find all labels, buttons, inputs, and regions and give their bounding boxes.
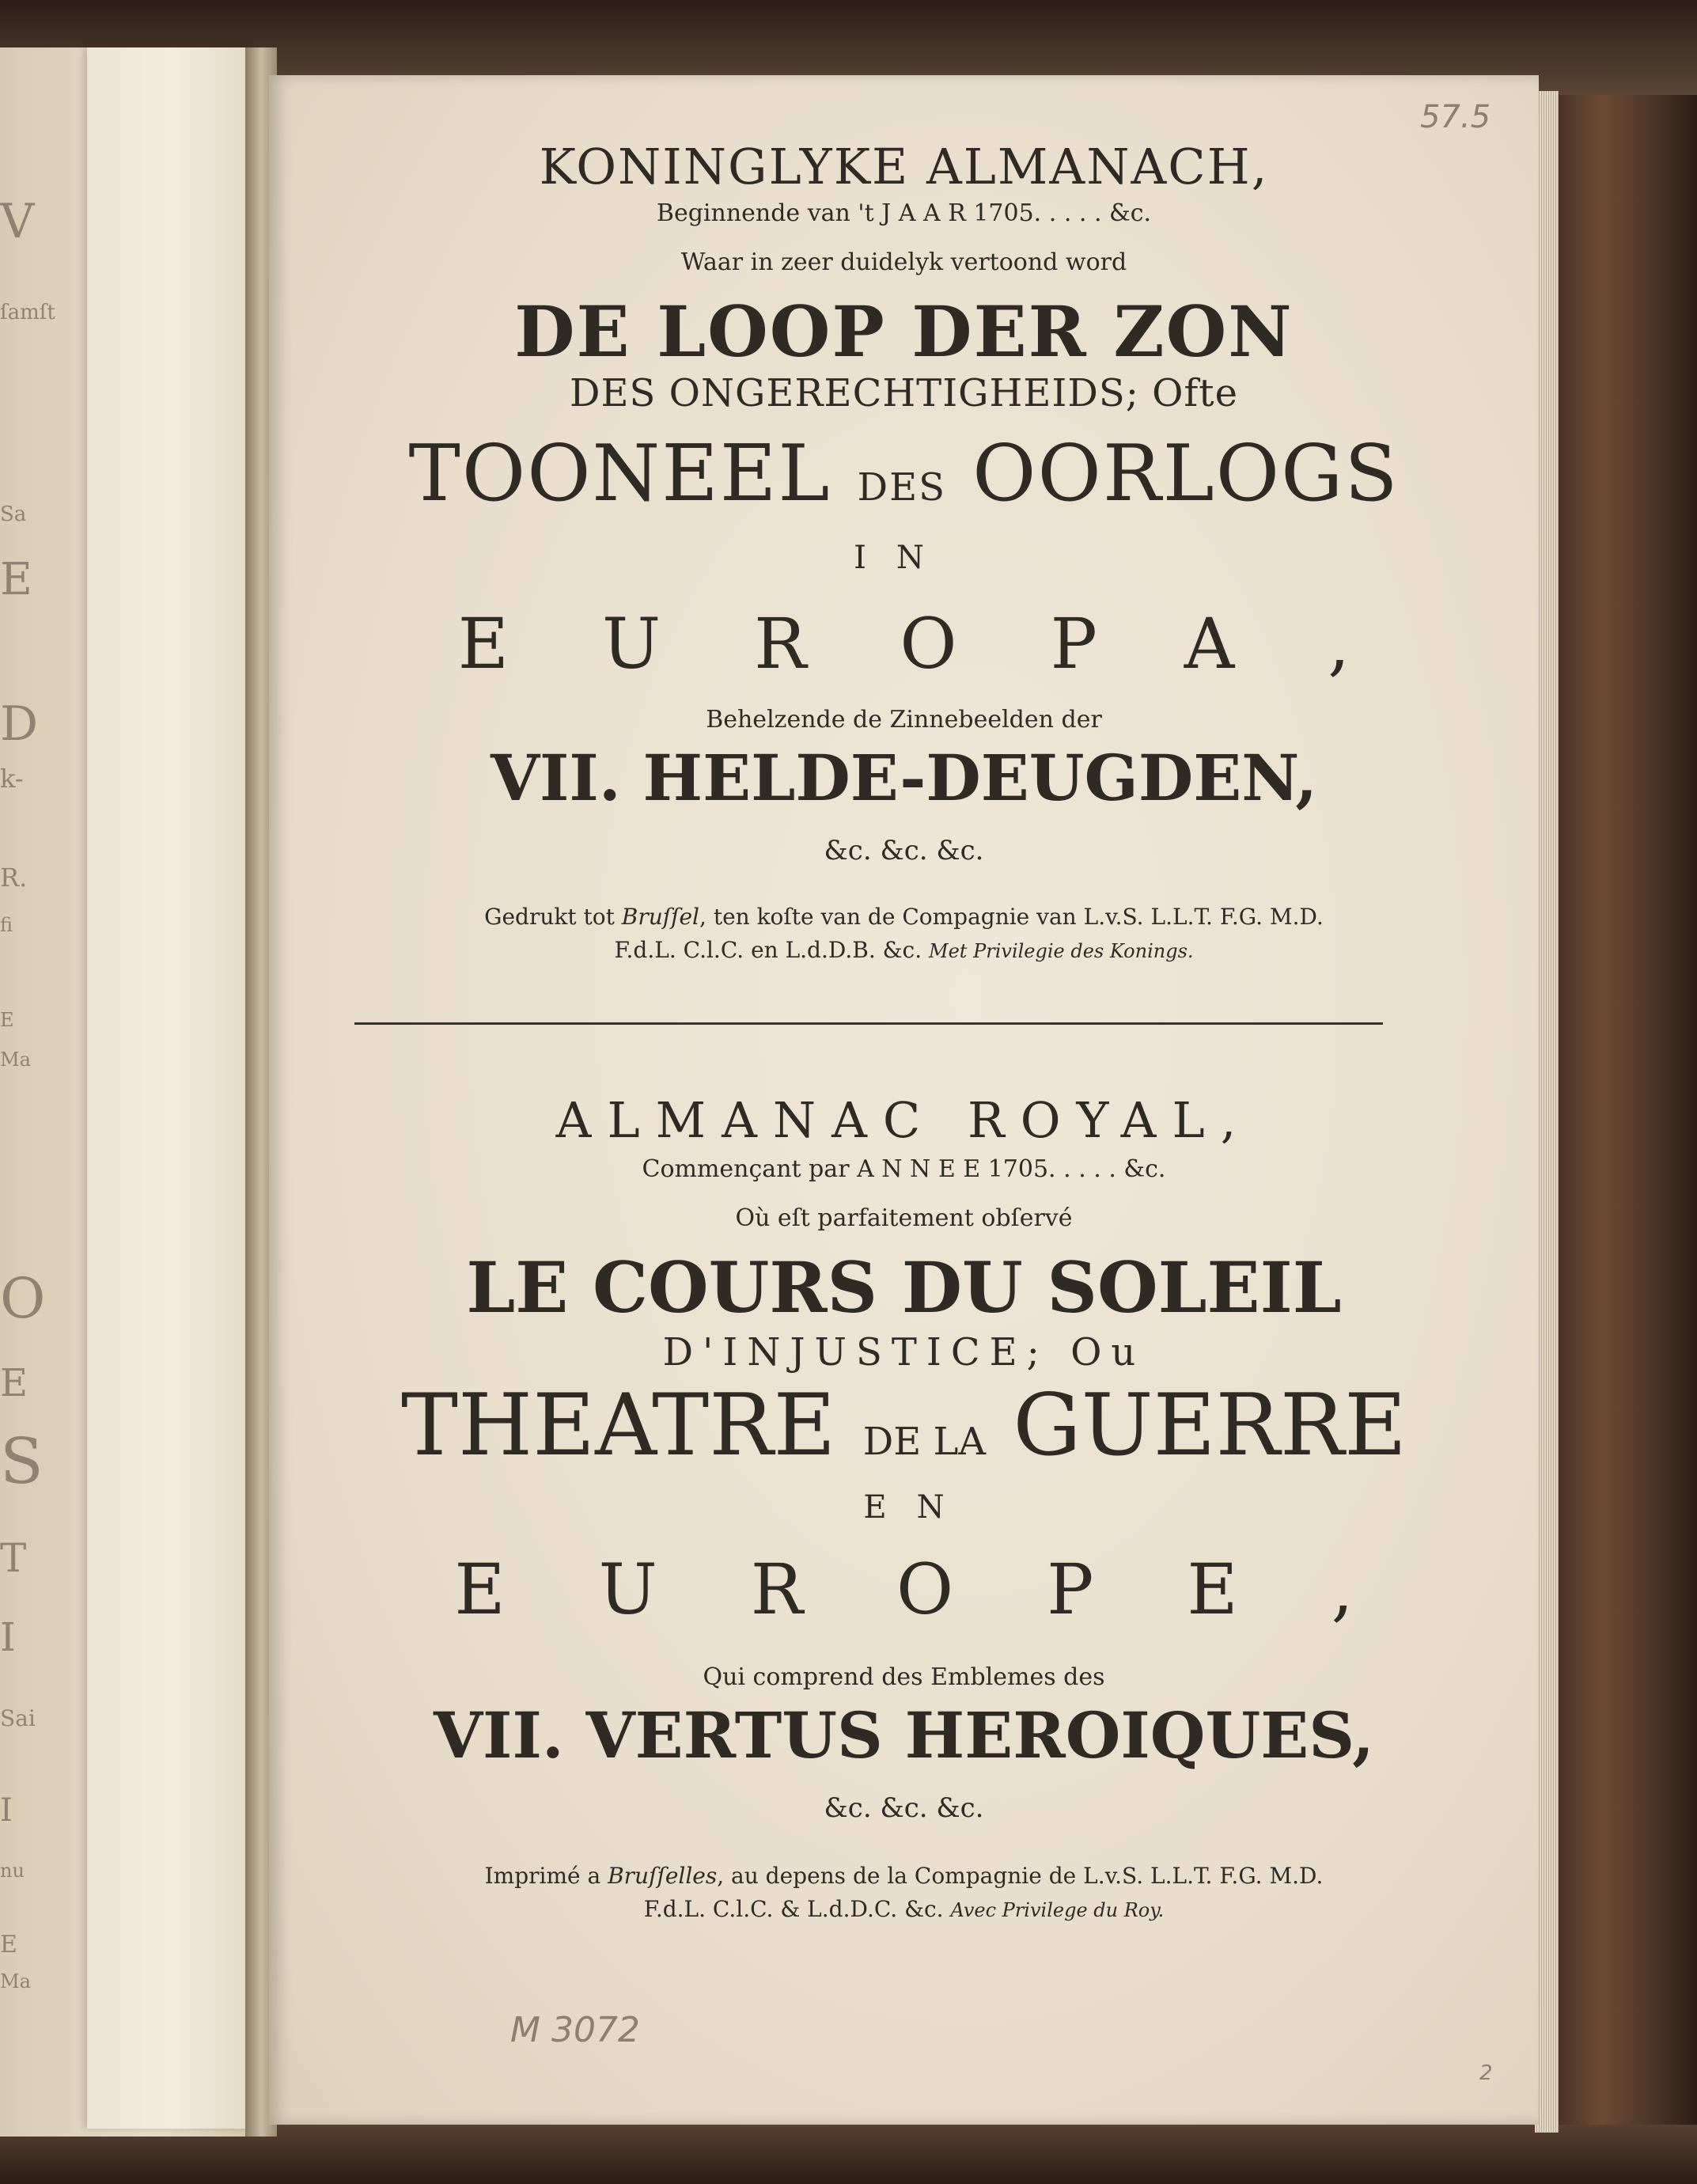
book-cover-spine-edge xyxy=(1539,95,1697,2184)
fragment: I xyxy=(0,1792,13,1829)
french-etc: &c. &c. &c. xyxy=(824,1792,984,1824)
french-heading-3-b: DE LA xyxy=(862,1420,987,1464)
fragment: T xyxy=(0,1535,27,1581)
french-imprint-1-b: , au depens de la Compagnie de L.v.S. L.L.T. F.G. M.D. xyxy=(717,1863,1324,1889)
corner-pencil-note: 57.5 xyxy=(1420,99,1491,135)
dutch-imprint-1-b: , ten koſte van de Compagnie van L.v.S. L.L.T. F.G. M.D. xyxy=(699,904,1324,930)
fragment: E xyxy=(0,1931,17,1958)
french-imprint-1-a: Imprimé a xyxy=(484,1863,608,1889)
fragment: O xyxy=(0,1266,46,1331)
dutch-heading-2: DES ONGERECHTIGHEIDS; Ofte xyxy=(570,371,1238,415)
fragment: E xyxy=(0,1009,14,1031)
french-vertus-heroiques: VII. VERTUS HEROIQUES, xyxy=(433,1698,1375,1773)
dutch-helde-deugden: VII. HELDE-DEUGDEN, xyxy=(490,741,1318,815)
french-imprint-2 xyxy=(269,1898,1539,1920)
section-divider xyxy=(354,1022,1383,1025)
fragment: ſamſt xyxy=(0,301,55,324)
french-heading-1: LE COURS DU SOLEIL xyxy=(466,1246,1342,1329)
dutch-imprint-2 xyxy=(269,939,1539,961)
dutch-heading-3-b: DES xyxy=(857,465,947,510)
shelfmark: M 3072 xyxy=(510,2010,640,2050)
fragment: E xyxy=(0,1361,28,1405)
fragment: S xyxy=(0,1424,44,1498)
fragment: k- xyxy=(0,764,24,794)
french-title: ALMANAC ROYAL, xyxy=(555,1091,1252,1149)
dutch-europa: EUROPA, xyxy=(457,603,1444,684)
fragment: nu xyxy=(0,1860,25,1882)
dutch-heading-3-a: TOONEEL xyxy=(408,429,831,519)
fragment: fi xyxy=(0,914,13,936)
dutch-heading-1: DE LOOP DER ZON xyxy=(514,290,1294,373)
french-heading-3 xyxy=(269,1376,1539,1475)
french-heading-2: D'INJUSTICE; Ou xyxy=(662,1330,1146,1374)
dutch-intro: Waar in zeer duidelyk vertoond word xyxy=(680,248,1127,276)
dutch-imprint-1 xyxy=(269,906,1539,928)
dutch-in: IN xyxy=(854,540,954,576)
dutch-title: KONINGLYKE ALMANACH, xyxy=(539,138,1269,195)
fragment: I xyxy=(0,1614,16,1660)
dutch-heading-3 xyxy=(269,429,1539,519)
dutch-heading-3-c: OORLOGS xyxy=(972,429,1400,519)
fragment: Sa xyxy=(0,502,27,526)
french-privilege: Avec Privilege du Roy. xyxy=(950,1899,1165,1921)
page-number: 2 xyxy=(1479,2061,1493,2085)
french-comprend: Qui comprend des Emblemes des xyxy=(703,1663,1105,1691)
french-imprint-2-a: F.d.L. C.l.C. & L.d.D.C. &c. xyxy=(643,1896,951,1922)
fragment: Ma xyxy=(0,1048,31,1071)
dutch-imprint-1-a: Gedrukt tot xyxy=(484,904,622,930)
turned-leaf xyxy=(87,47,253,2129)
dutch-imprint-1-city: Bruſſel xyxy=(621,904,700,930)
fragment: Ma xyxy=(0,1970,31,1993)
dutch-begin-line: Beginnende van 't J A A R 1705. . . . . &c. xyxy=(656,199,1152,227)
fragment: V xyxy=(0,194,35,249)
dutch-privilege: Met Privilegie des Konings. xyxy=(929,940,1194,962)
french-en: EN xyxy=(863,1489,975,1526)
french-heading-3-c: GUERRE xyxy=(1013,1376,1407,1475)
fragment: D xyxy=(0,696,39,752)
french-heading-3-a: THEATRE xyxy=(401,1376,836,1475)
fragment: Sai xyxy=(0,1705,36,1731)
dutch-imprint-2-a: F.d.L. C.l.C. en L.d.D.B. &c. xyxy=(614,937,930,963)
french-intro: Où eſt parfaitement obſervé xyxy=(735,1204,1073,1232)
french-imprint-1 xyxy=(269,1865,1539,1887)
french-imprint-1-city: Bruſſelles xyxy=(608,1863,718,1889)
dutch-etc: &c. &c. &c. xyxy=(824,835,984,866)
dutch-behelzende: Behelzende de Zinnebeelden der xyxy=(706,706,1102,734)
fragment: R. xyxy=(0,863,28,893)
french-begin-line: Commençant par A N N E E 1705. . . . . &c. xyxy=(642,1155,1166,1183)
title-page xyxy=(269,75,1539,2125)
french-europe: EUROPE, xyxy=(454,1549,1447,1630)
fragment: E xyxy=(0,554,32,605)
